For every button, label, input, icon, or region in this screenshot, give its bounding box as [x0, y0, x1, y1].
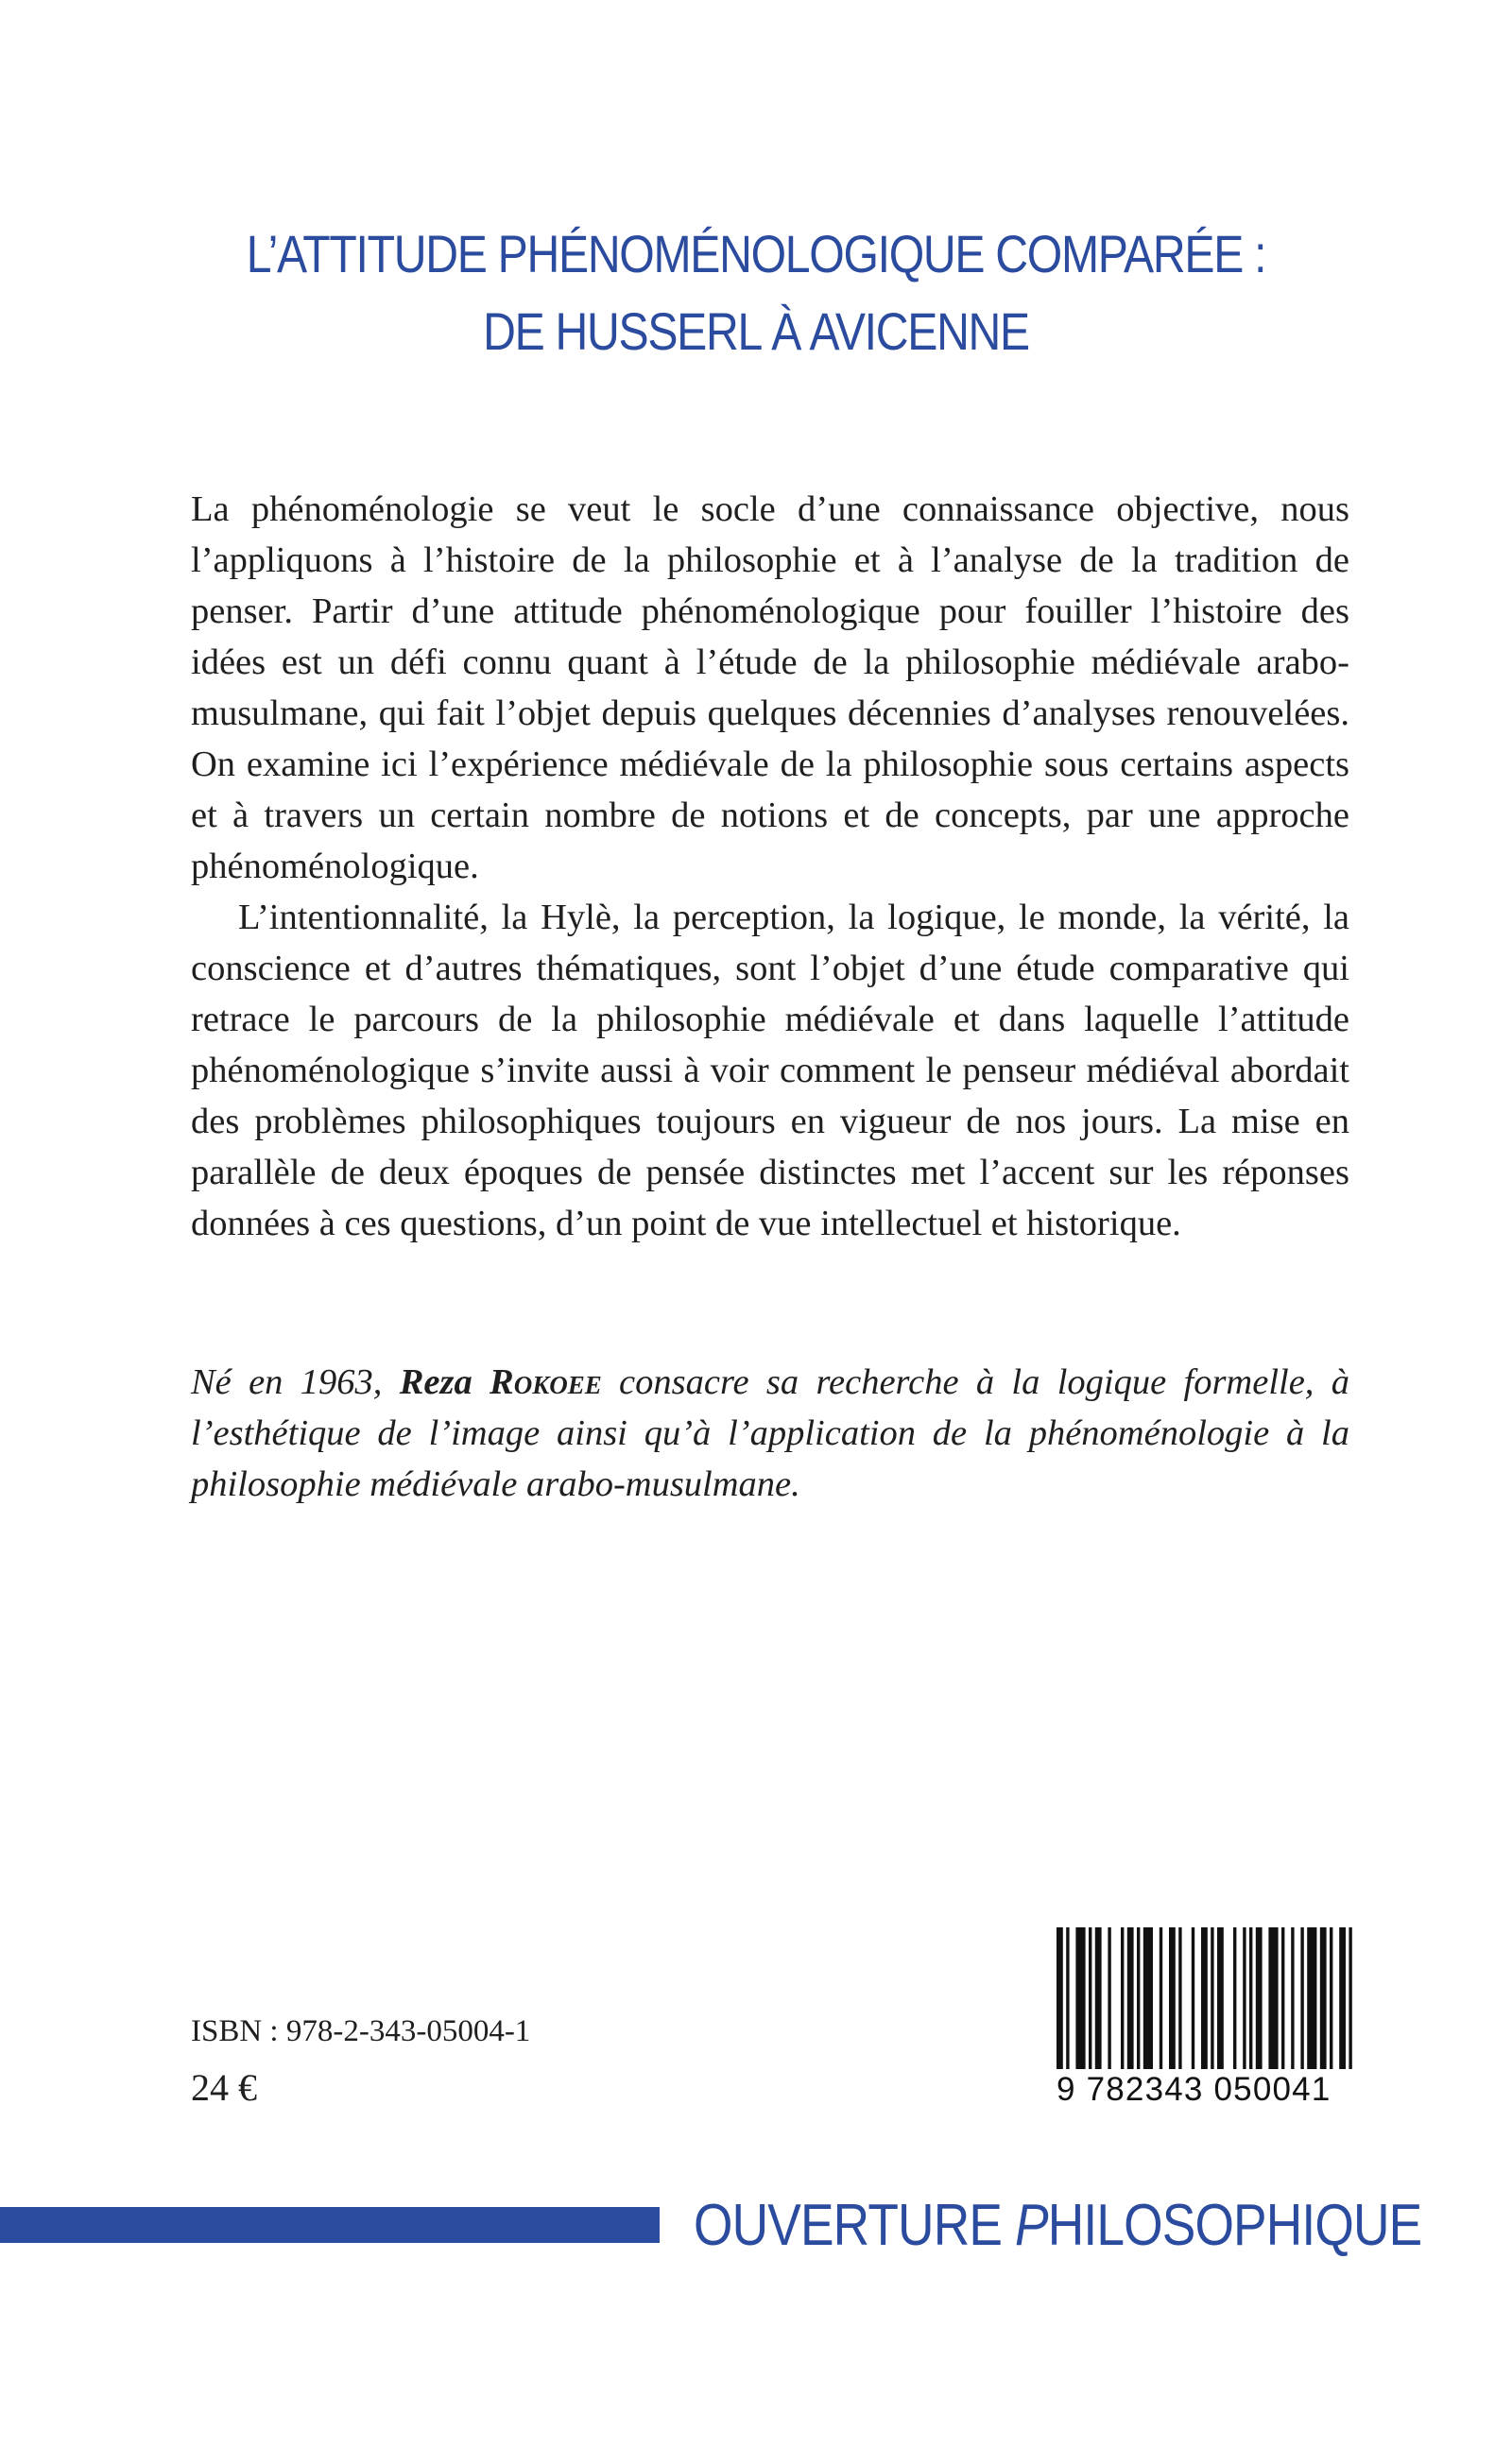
- collection-word-2-rest: HILOSOPHIQUE: [1047, 2193, 1422, 2258]
- book-title-line-1: L’ATTITUDE PHÉNOMÉNOLOGIQUE COMPARÉE :: [246, 224, 1266, 283]
- isbn-number: ISBN : 978-2-343-05004-1: [191, 2014, 531, 2048]
- barcode-digits: 9 782343 050041: [1057, 2071, 1332, 2108]
- collection-word-2-initial: P: [1015, 2193, 1048, 2258]
- barcode-bar: [1268, 1927, 1278, 2069]
- summary-text: [191, 484, 1349, 1249]
- barcode-bar: [1075, 1927, 1085, 2069]
- barcode-bar: [1291, 1927, 1294, 2069]
- book-title-line-2: DE HUSSERL À AVICENNE: [483, 301, 1029, 361]
- barcode-bar: [1320, 1927, 1327, 2069]
- barcode-bar: [1349, 1927, 1351, 2069]
- barcode-bar: [1108, 1927, 1110, 2069]
- barcode-bar: [1137, 1927, 1140, 2069]
- author-surname: Rokoee: [490, 1362, 602, 1402]
- barcode-bar: [1121, 1927, 1124, 2069]
- barcode-bar: [1127, 1927, 1134, 2069]
- barcode-bar: [1256, 1927, 1263, 2069]
- barcode-bar: [1066, 1927, 1069, 2069]
- summary-paragraph-2: L’intentionnalité, la Hylè, la perception, la logique, le monde, la vérité, la conscience et d’autres thématiques, sont l’objet d’une étude comparative qui retrace le parcours de la philosophie médiévale et dans laquelle l’attitude phénoménologique s’invite aussi à voir comment le penseur médiéval abordait des problèmes philosophiques toujours en vigueur de nos jours. La mise en parallèle de deux époques de pensée distinctes met l’accent sur les réponses données à ces questions, d’un point de vue intellectuel et historique.: [191, 898, 1349, 1243]
- collection-name: [694, 2192, 1421, 2260]
- bio-suffix: consacre sa recherche à la logique formelle, à l’esthétique de l’image ainsi qu’à l’application de la phénoménologie à la philosophie médiévale arabo-musulmane.: [191, 1362, 1350, 1504]
- barcode-bar: [1143, 1927, 1153, 2069]
- barcode-bar: [1178, 1927, 1181, 2069]
- barcode-bar: [1095, 1927, 1102, 2069]
- barcode-bar: [1281, 1927, 1284, 2069]
- price: 24 €: [191, 2066, 257, 2109]
- barcode-bar: [1192, 1927, 1194, 2069]
- barcode-bar: [1233, 1927, 1236, 2069]
- barcode-bar: [1330, 1927, 1332, 2069]
- barcode-bar: [1307, 1927, 1316, 2069]
- summary-paragraph-1: La phénoménologie se veut le socle d’une connaissance objective, nous l’appliquons à l’histoire de la philosophie et à l’analyse de la tradition de penser. Partir d’une attitude phénoménologique pour fouiller l’histoire des idées est un défi connu quant à l’étude de la philosophie médiévale arabo-musulmane, qui fait l’objet depuis quelques décennies d’analyses renouvelées. On examine ici l’expérience médiévale de la philosophie sous certains aspects et à travers un certain nombre de notions et de concepts, par une approche phénoménologique.: [191, 489, 1349, 886]
- barcode-bar: [1300, 1927, 1303, 2069]
- barcode-bars: [1051, 1927, 1366, 2069]
- barcode-bar: [1160, 1927, 1162, 2069]
- barcode-bar: [1169, 1927, 1176, 2069]
- barcode-bar: [1211, 1927, 1213, 2069]
- collection-accent-bar: [0, 2207, 660, 2243]
- barcode-bar: [1201, 1927, 1208, 2069]
- collection-word-1: OUVERTURE: [694, 2193, 1016, 2258]
- barcode-bar: [1339, 1927, 1346, 2069]
- book-title: [106, 215, 1406, 370]
- barcode-bar: [1089, 1927, 1091, 2069]
- author-firstname: Reza: [399, 1362, 490, 1402]
- barcode-bar: [1249, 1927, 1252, 2069]
- bio-prefix: Né en 1963,: [191, 1362, 400, 1402]
- barcode-bar: [1243, 1927, 1246, 2069]
- barcode-bar: [1057, 1927, 1063, 2069]
- author-bio: [191, 1357, 1349, 1510]
- barcode-bar: [1217, 1927, 1224, 2069]
